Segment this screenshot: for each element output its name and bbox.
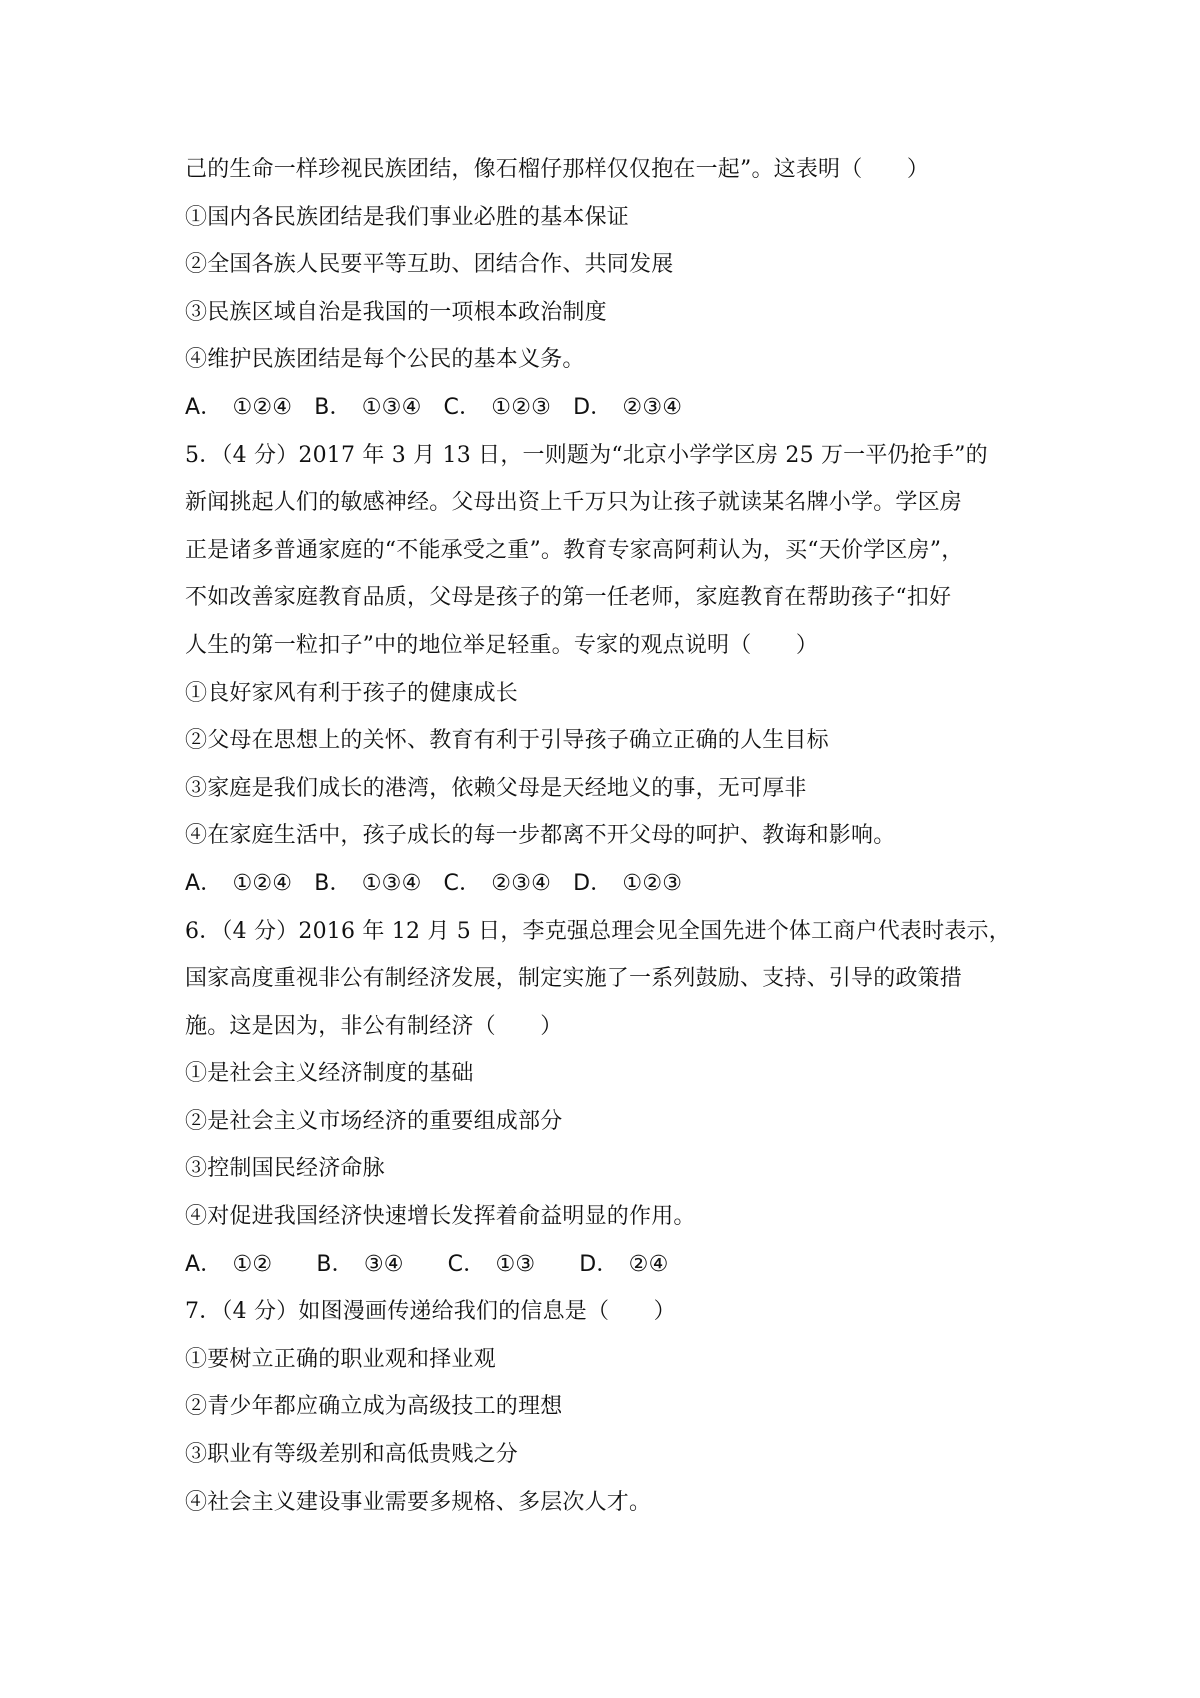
q6-stem-line-3: 施。这是因为，非公有制经济（ ） — [185, 1013, 563, 1039]
option-value: ②③④ — [491, 870, 552, 896]
q4-option-a — [185, 384, 292, 432]
q5-item-4: ④在家庭生活中，孩子成长的每一步都离不开父母的呵护、教诲和影响。 — [185, 823, 896, 849]
q4-item-1: ①国内各民族团结是我们事业必胜的基本保证 — [185, 204, 630, 230]
q4-option-d — [573, 384, 682, 432]
option-value: ①②④ — [232, 394, 293, 420]
option-letter: B． — [314, 870, 352, 896]
option-letter: D． — [573, 870, 613, 896]
q6-stem-line-2: 国家高度重视非公有制经济发展，制定实施了一系列鼓励、支持、引导的政策措 — [185, 966, 963, 992]
option-value: ②④ — [628, 1251, 669, 1277]
q4-item-2: ②全国各族人民要平等互助、团结合作、共同发展 — [185, 252, 674, 278]
option-value: ①③ — [495, 1251, 536, 1277]
q7-item-4: ④社会主义建设事业需要多规格、多层次人才。 — [185, 1489, 652, 1515]
q5-item-1: ①良好家风有利于孩子的健康成长 — [185, 680, 519, 706]
option-value: ②③④ — [622, 394, 683, 420]
option-value: ①③④ — [361, 394, 422, 420]
q5-item-2: ②父母在思想上的关怀、教育有利于引导孩子确立正确的人生目标 — [185, 728, 829, 754]
q5-option-c — [444, 860, 552, 908]
q6-item-1: ①是社会主义经济制度的基础 — [185, 1061, 474, 1087]
q4-item-4: ④维护民族团结是每个公民的基本义务。 — [185, 347, 585, 373]
option-value: ①②③ — [491, 394, 552, 420]
q6-item-4: ④对促进我国经济快速增长发挥着俞益明显的作用。 — [185, 1204, 696, 1230]
option-value: ①②③ — [622, 870, 683, 896]
q5-stem-line-1: 5．（4 分）2017 年 3 月 13 日，一则题为“北京小学学区房 25 万一平仍抢手”的 — [185, 442, 988, 468]
option-value: ①② — [232, 1251, 273, 1277]
q7-item-1: ①要树立正确的职业观和择业观 — [185, 1346, 496, 1372]
q5-item-3: ③家庭是我们成长的港湾，依赖父母是天经地义的事，无可厚非 — [185, 775, 807, 801]
q5-options — [185, 860, 1065, 908]
q5-option-d — [573, 860, 682, 908]
q5-option-b — [314, 860, 421, 908]
option-letter: C． — [443, 870, 482, 896]
q4-options — [185, 384, 1065, 432]
exam-content — [185, 146, 1065, 1526]
q4-item-3: ③民族区域自治是我国的一项根本政治制度 — [185, 299, 607, 325]
option-value: ①③④ — [361, 870, 422, 896]
option-letter: B． — [314, 394, 352, 420]
q5-stem-line-2: 新闻挑起人们的敏感神经。父母出资上千万只为让孩子就读某名牌小学。学区房 — [185, 490, 963, 516]
option-letter: B． — [316, 1251, 354, 1277]
option-value: ①②④ — [232, 870, 293, 896]
q4-stem-line: 己的生命一样珍视民族团结，像石榴仔那样仅仅抱在一起”。这表明（ ） — [185, 157, 930, 182]
q7-item-2: ②青少年都应确立成为高级技工的理想 — [185, 1394, 563, 1420]
option-letter: A． — [185, 1251, 223, 1277]
q5-option-a — [185, 860, 292, 908]
option-letter: A． — [185, 870, 223, 896]
option-letter: D． — [573, 394, 613, 420]
q6-item-2: ②是社会主义市场经济的重要组成部分 — [185, 1108, 563, 1134]
q5-stem-line-4: 不如改善家庭教育品质，父母是孩子的第一任老师，家庭教育在帮助孩子“扣好 — [185, 585, 952, 611]
option-letter: C． — [443, 394, 482, 420]
q6-stem-line-1: 6．（4 分）2016 年 12 月 5 日，李克强总理会见全国先进个体工商户代表时表示， — [185, 918, 1011, 944]
q6-option-c — [448, 1241, 536, 1289]
q6-option-a — [185, 1241, 272, 1289]
q7-item-3: ③职业有等级差别和高低贵贱之分 — [185, 1442, 519, 1468]
q7-stem-line-1: 7．（4 分）如图漫画传递给我们的信息是（ ） — [185, 1299, 676, 1325]
q4-option-b — [314, 384, 421, 432]
q6-options — [185, 1241, 1065, 1289]
q6-item-3: ③控制国民经济命脉 — [185, 1156, 385, 1182]
option-letter: C． — [447, 1251, 486, 1277]
q5-stem-line-3: 正是诸多普通家庭的“不能承受之重”。教育专家高阿莉认为，买“天价学区房”， — [185, 537, 964, 563]
q5-stem-line-5: 人生的第一粒扣子”中的地位举足轻重。专家的观点说明（ ） — [185, 632, 819, 658]
option-letter: D． — [579, 1251, 619, 1277]
q4-option-c — [444, 384, 552, 432]
q6-option-d — [579, 1241, 668, 1289]
option-value: ③④ — [363, 1251, 404, 1277]
q6-option-b — [316, 1241, 403, 1289]
option-letter: A． — [185, 394, 223, 420]
